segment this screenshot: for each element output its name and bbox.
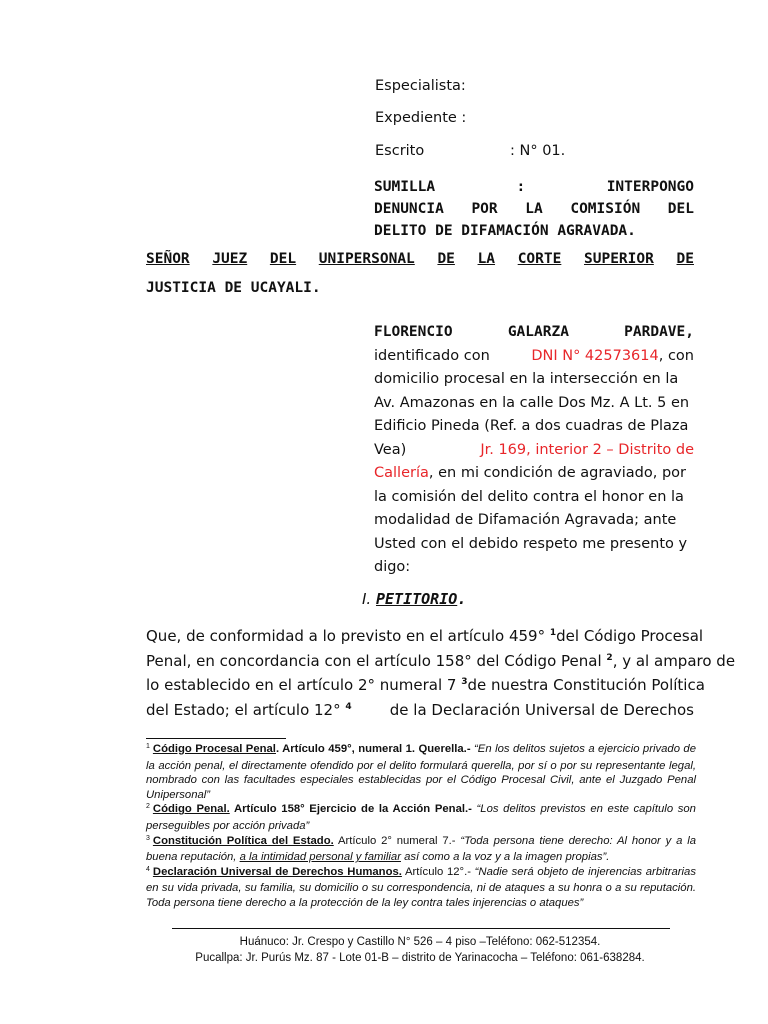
footnotes	[146, 742, 696, 911]
page-footer	[146, 935, 694, 966]
footnote-3: $^3$ Constitución Política del Estado. Artículo 2° numeral 7.- “Toda persona tiene derecho: Al honor y a la buena reputación, a la intimidad personal y familiar así como a la voz y a la imagen propias”.	[146, 834, 697, 864]
ident-line-3: domicilio procesal en la intersección en la	[374, 371, 679, 387]
ident-line-2: identificado con DNI N° 42573614, con	[374, 347, 694, 364]
escrito-value: : N° 01.	[510, 143, 566, 159]
paragraph-line-2: Penal, en concordancia con el artículo 158° del Código Penal $^2$ , y al amparo de	[146, 651, 736, 670]
petitorio-paragraph	[146, 624, 736, 722]
addressee-block	[146, 249, 694, 296]
addressee-line-2: JUSTICIA DE UCAYALI.	[146, 280, 321, 296]
paragraph-line-4: del Estado; el artículo 12° $^4$ de la Declaración Universal de Derechos	[146, 700, 694, 719]
paragraph-line-3: lo establecido en el artículo 2° numeral 7 $^3$ de nuestra Constitución Política	[146, 676, 705, 694]
ident-line-10: Usted con el debido respeto me presento y	[374, 535, 688, 552]
footer-line-1: Huánuco: Jr. Crespo y Castillo N° 526 – 4 piso –Teléfono: 062-512354.	[239, 936, 601, 948]
ident-line-11: digo:	[374, 559, 411, 575]
ident-line-4: Av. Amazonas en la calle Dos Mz. A Lt. 5 en	[374, 394, 690, 411]
sumilla-line-3: DELITO DE DIFAMACIÓN AGRAVADA.	[374, 223, 636, 239]
identification-block	[374, 321, 694, 580]
footnote-4: $^4$ Declaración Universal de Derechos Humanos. Artículo 12°.- “Nadie será objeto de injerencias arbitrarias en su vida privada, su familia, su domicilio o su correspondencia, ni de ataques a su honra o a su reputación. Toda persona tiene derecho a la protección de la ley contra tales injerencias o ataques”	[146, 865, 696, 909]
escrito-label: Escrito	[375, 143, 425, 159]
sumilla-line-1: SUMILLA : INTERPONGO	[374, 179, 694, 195]
ident-line-7: Callería, en mi condición de agraviado, por	[374, 465, 687, 481]
ident-line-8: la comisión del delito contra el honor en la	[374, 488, 684, 505]
sumilla-block	[374, 176, 694, 242]
address-red-1: Jr. 169, interior 2 – Distrito de	[480, 441, 694, 458]
footnote-1: $^1$ Código Procesal Penal. Artículo 459°, numeral 1. Querella.- “En los delitos sujetos a ejercicio privado de la acción penal, el directamente ofendido por el delito formulará querella, por sí o por su representante legal, nombrado con las facultades especiales establecidas por el Código Procesal Civil, ante el Juzgado Penal Unipersonal”	[146, 743, 697, 801]
dni-number: DNI N° 42573614	[531, 347, 659, 364]
ident-line-9: modalidad de Difamación Agravada; ante	[374, 512, 677, 528]
footnote-2: $^2$ Código Penal. Artículo 158° Ejercicio de la Acción Penal.- “Los delitos previstos en este capítulo son perseguibles por acción privada”	[146, 803, 696, 832]
footer-separator	[172, 928, 670, 929]
address-red-2: Callería	[374, 465, 429, 481]
footnote-separator	[146, 738, 286, 739]
addressee-line-1: SEÑOR JUEZ DEL UNIPERSONAL DE LA CORTE SUPERIOR DE	[146, 251, 694, 267]
section-heading-petitorio: I. PETITORIO.	[362, 590, 467, 608]
expediente-label: Expediente :	[375, 110, 467, 126]
paragraph-line-1: Que, de conformidad a lo previsto en el artículo 459° $^1$ del Código Procesal	[146, 627, 704, 645]
ident-line-6: Vea) Jr. 169, interior 2 – Distrito de	[374, 439, 694, 463]
ident-line-5: Edificio Pineda (Ref. a dos cuadras de Plaza	[374, 418, 689, 434]
especialista-label: Especialista:	[375, 78, 466, 94]
sumilla-line-2: DENUNCIA POR LA COMISIÓN DEL	[374, 201, 694, 217]
footer-line-2: Pucallpa: Jr. Purús Mz. 87 - Lote 01-B – distrito de Yarinacocha – Teléfono: 061-638284.	[195, 951, 645, 964]
petitioner-name: FLORENCIO GALARZA PARDAVE,	[374, 324, 694, 340]
